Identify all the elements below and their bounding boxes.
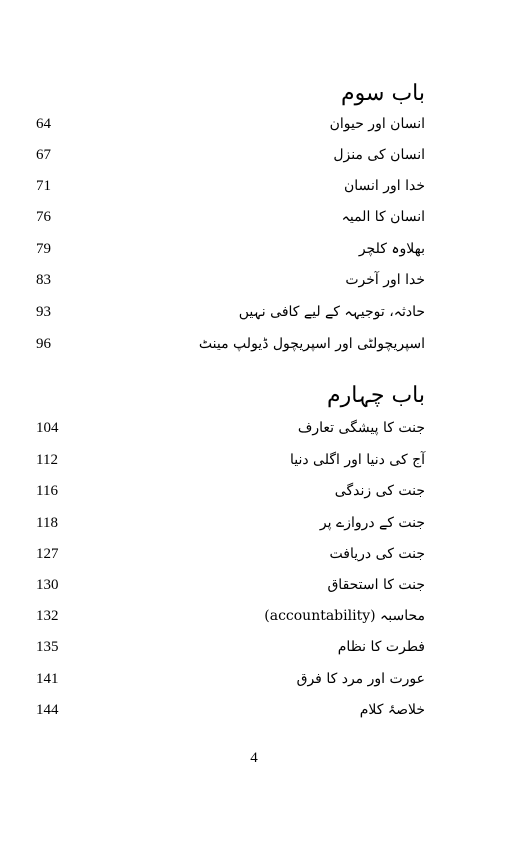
toc-page-number: 104 — [36, 420, 59, 436]
toc-entry — [0, 238, 508, 260]
toc-page-number: 141 — [36, 671, 59, 687]
chapter-4-heading: باب چہارم — [327, 383, 425, 408]
toc-entry — [0, 449, 508, 471]
toc-title: انسان اور حیوان — [329, 116, 425, 132]
toc-title: عورت اور مرد کا فرق — [296, 671, 425, 687]
toc-title: بھلاوہ کلچر — [358, 241, 425, 257]
toc-entry — [0, 301, 508, 323]
toc-page-number: 112 — [36, 452, 58, 468]
toc-page-number: 127 — [36, 546, 59, 562]
toc-entry — [0, 636, 508, 658]
toc-entry — [0, 543, 508, 565]
toc-page-number: 71 — [36, 178, 51, 194]
toc-title: محاسبہ (accountability) — [264, 608, 425, 624]
toc-page-number: 116 — [36, 483, 58, 499]
toc-title: آج کی دنیا اور اگلی دنیا — [289, 452, 425, 468]
toc-page-number: 144 — [36, 702, 59, 718]
toc-title: جنت کی دریافت — [329, 546, 425, 562]
toc-page-number: 96 — [36, 336, 51, 352]
toc-title: انسان کی منزل — [333, 147, 425, 163]
toc-page-number: 83 — [36, 272, 51, 288]
toc-entry — [0, 333, 508, 355]
toc-title: حادثہ، توجیہہ کے لیے کافی نہیں — [238, 304, 425, 320]
toc-title: خدا اور آخرت — [345, 272, 425, 288]
toc-title: اسپریچولٹی اور اسپریچول ڈیولپ مینٹ — [198, 336, 425, 352]
toc-title: فطرت کا نظام — [337, 639, 425, 655]
toc-entry — [0, 113, 508, 135]
toc-entry — [0, 605, 508, 627]
chapter-3-heading: باب سوم — [341, 81, 425, 106]
toc-page-number: 132 — [36, 608, 59, 624]
toc-page-number: 76 — [36, 209, 51, 225]
toc-title: خلاصۂ کلام — [359, 702, 425, 718]
toc-entry — [0, 668, 508, 690]
toc-entry — [0, 574, 508, 596]
toc-title: جنت کی زندگی — [334, 483, 425, 499]
toc-entry — [0, 417, 508, 439]
toc-title: جنت کا پیشگی تعارف — [297, 420, 425, 436]
toc-page-number: 93 — [36, 304, 51, 320]
toc-entry — [0, 480, 508, 502]
toc-entry — [0, 206, 508, 228]
page-number: 4 — [250, 750, 258, 766]
toc-title: جنت کا استحقاق — [327, 577, 425, 593]
toc-page-number: 79 — [36, 241, 51, 257]
toc-page-number: 135 — [36, 639, 59, 655]
toc-title: جنت کے دروازے پر — [319, 515, 425, 531]
toc-entry — [0, 269, 508, 291]
toc-entry — [0, 144, 508, 166]
toc-title: انسان کا المیہ — [341, 209, 425, 225]
toc-entry — [0, 699, 508, 721]
toc-title: خدا اور انسان — [343, 178, 425, 194]
toc-page-number: 118 — [36, 515, 58, 531]
toc-page-number: 67 — [36, 147, 51, 163]
toc-page-number: 130 — [36, 577, 59, 593]
toc-entry — [0, 512, 508, 534]
toc-page-number: 64 — [36, 116, 51, 132]
toc-entry — [0, 175, 508, 197]
